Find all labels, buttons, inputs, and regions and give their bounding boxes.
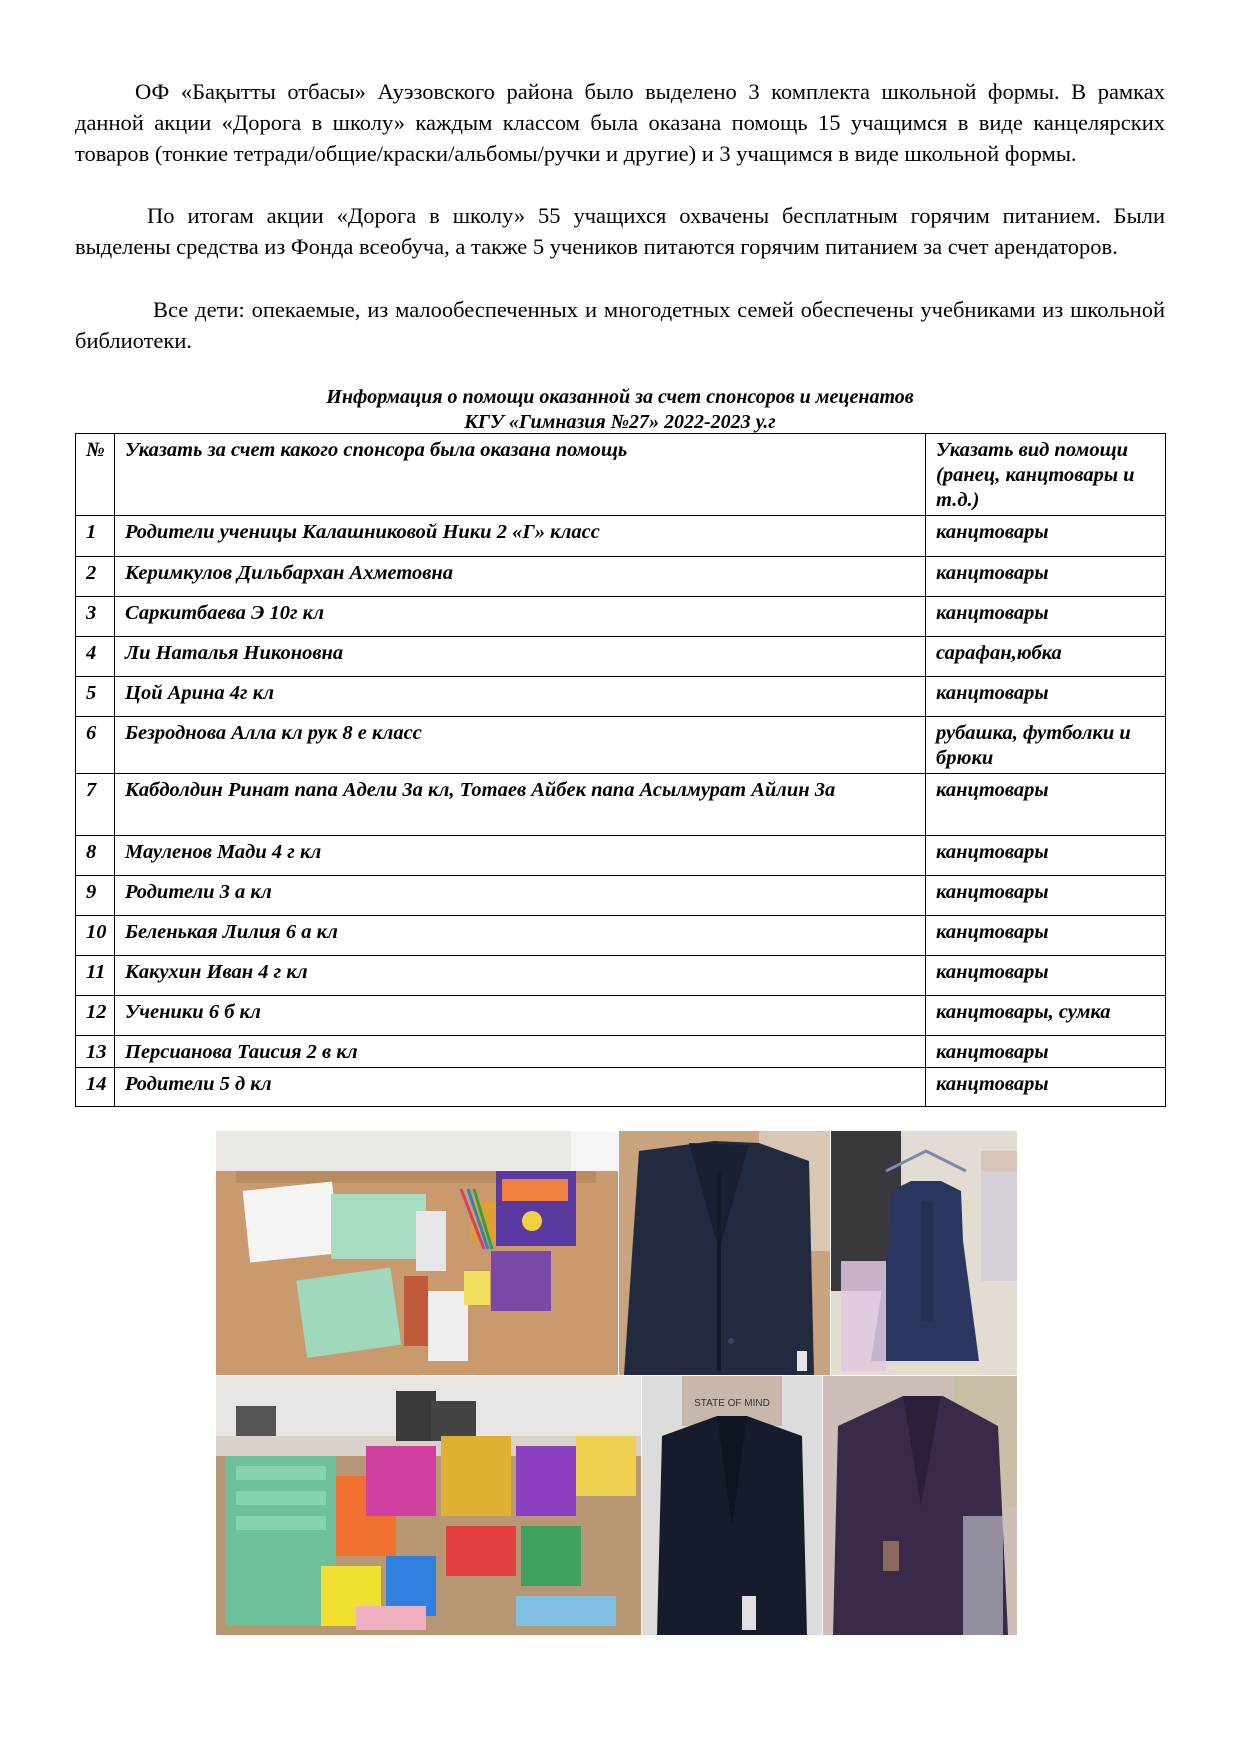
paragraph-hot-meals: По итогам акции «Дорога в школу» 55 учащихся охвачены бесплатным горячим питанием. Были выделены средства из Фонда всеобуча, а также 5 учеников питаются горячим питанием за счет арендаторов. — [75, 203, 1165, 259]
table-row — [76, 956, 1166, 996]
shirt-print-text: STATE OF MIND — [694, 1398, 770, 1409]
header-num: № — [76, 434, 115, 516]
table-header-row — [76, 434, 1166, 516]
row-number: 3 — [76, 597, 115, 637]
row-help-type: канцтовары — [926, 916, 1166, 956]
row-sponsor: Безроднова Алла кл рук 8 е класс — [115, 717, 926, 774]
photo-suit-jacket — [642, 1376, 822, 1635]
photo-sundress — [831, 1131, 1017, 1375]
row-number: 2 — [76, 557, 115, 597]
row-sponsor: Ученики 6 б кл — [115, 996, 926, 1036]
row-sponsor: Ли Наталья Никоновна — [115, 637, 926, 677]
row-sponsor: Какухин Иван 4 г кл — [115, 956, 926, 996]
sponsors-table — [75, 433, 1166, 1107]
table-caption-subtitle: КГУ «Гимназия №27» 2022-2023 у.г — [464, 411, 776, 433]
photo-purple-jacket — [823, 1376, 1017, 1635]
row-sponsor: Родители ученицы Калашниковой Ники 2 «Г» класс — [115, 516, 926, 557]
header-sponsor: Указать за счет какого спонсора была оказана помощь — [115, 434, 926, 516]
table-row — [76, 1036, 1166, 1068]
row-help-type: сарафан,юбка — [926, 637, 1166, 677]
paragraph-school-uniform: ОФ «Бақытты отбасы» Ауэзовского района было выделено 3 комплекта школьной формы. В рамках данной акции «Дорога в школу» каждым классом была оказана помощь 15 учащимся в виде канцелярских товаров (тонкие тетради/общие/краски/альбомы/ручки и другие) и 3 учащимся в виде школьной формы. — [75, 79, 1165, 166]
table-row — [76, 876, 1166, 916]
row-help-type: канцтовары — [926, 876, 1166, 916]
row-help-type: канцтовары — [926, 597, 1166, 637]
row-sponsor: Саркитбаева Э 10г кл — [115, 597, 926, 637]
row-sponsor: Керимкулов Дильбархан Ахметовна — [115, 557, 926, 597]
photo-stationery-table — [216, 1131, 618, 1375]
row-number: 13 — [76, 1036, 115, 1068]
row-sponsor: Мауленов Мади 4 г кл — [115, 836, 926, 876]
row-number: 12 — [76, 996, 115, 1036]
header-help-type: Указать вид помощи (ранец, канцтовары и т.д.) — [926, 434, 1166, 516]
table-row — [76, 916, 1166, 956]
row-number: 10 — [76, 916, 115, 956]
row-help-type: рубашка, футболки и брюки — [926, 717, 1166, 774]
row-number: 4 — [76, 637, 115, 677]
row-sponsor: Родители 3 а кл — [115, 876, 926, 916]
table-row — [76, 1068, 1166, 1107]
row-sponsor: Персианова Таисия 2 в кл — [115, 1036, 926, 1068]
row-sponsor: Кабдолдин Ринат папа Адели 3а кл, Тотаев Айбек папа Асылмурат Айлин 3а — [115, 774, 926, 836]
table-row — [76, 774, 1166, 836]
row-sponsor: Цой Арина 4г кл — [115, 677, 926, 717]
row-help-type: канцтовары — [926, 774, 1166, 836]
row-help-type: канцтовары — [926, 1068, 1166, 1107]
row-sponsor: Родители 5 д кл — [115, 1068, 926, 1107]
row-number: 9 — [76, 876, 115, 916]
photo-stationery-pile — [216, 1376, 641, 1635]
table-row — [76, 597, 1166, 637]
table-row — [76, 836, 1166, 876]
row-number: 5 — [76, 677, 115, 717]
table-row — [76, 717, 1166, 774]
paragraph-textbooks: Все дети: опекаемые, из малообеспеченных и многодетных семей обеспечены учебниками из школьной библиотеки. — [75, 297, 1165, 353]
table-caption-title: Информация о помощи оказанной за счет спонсоров и меценатов — [326, 386, 914, 408]
row-help-type: канцтовары — [926, 1036, 1166, 1068]
row-help-type: канцтовары — [926, 557, 1166, 597]
row-number: 1 — [76, 516, 115, 557]
table-row — [76, 516, 1166, 557]
row-help-type: канцтовары — [926, 516, 1166, 557]
row-number: 7 — [76, 774, 115, 836]
table-row — [76, 677, 1166, 717]
row-help-type: канцтовары — [926, 677, 1166, 717]
row-help-type: канцтовары — [926, 956, 1166, 996]
table-row — [76, 637, 1166, 677]
row-help-type: канцтовары — [926, 836, 1166, 876]
row-number: 6 — [76, 717, 115, 774]
table-row — [76, 557, 1166, 597]
row-number: 8 — [76, 836, 115, 876]
row-number: 11 — [76, 956, 115, 996]
row-sponsor: Беленькая Лилия 6 а кл — [115, 916, 926, 956]
table-row — [76, 996, 1166, 1036]
row-help-type: канцтовары, сумка — [926, 996, 1166, 1036]
row-number: 14 — [76, 1068, 115, 1107]
photo-jacket — [619, 1131, 830, 1375]
